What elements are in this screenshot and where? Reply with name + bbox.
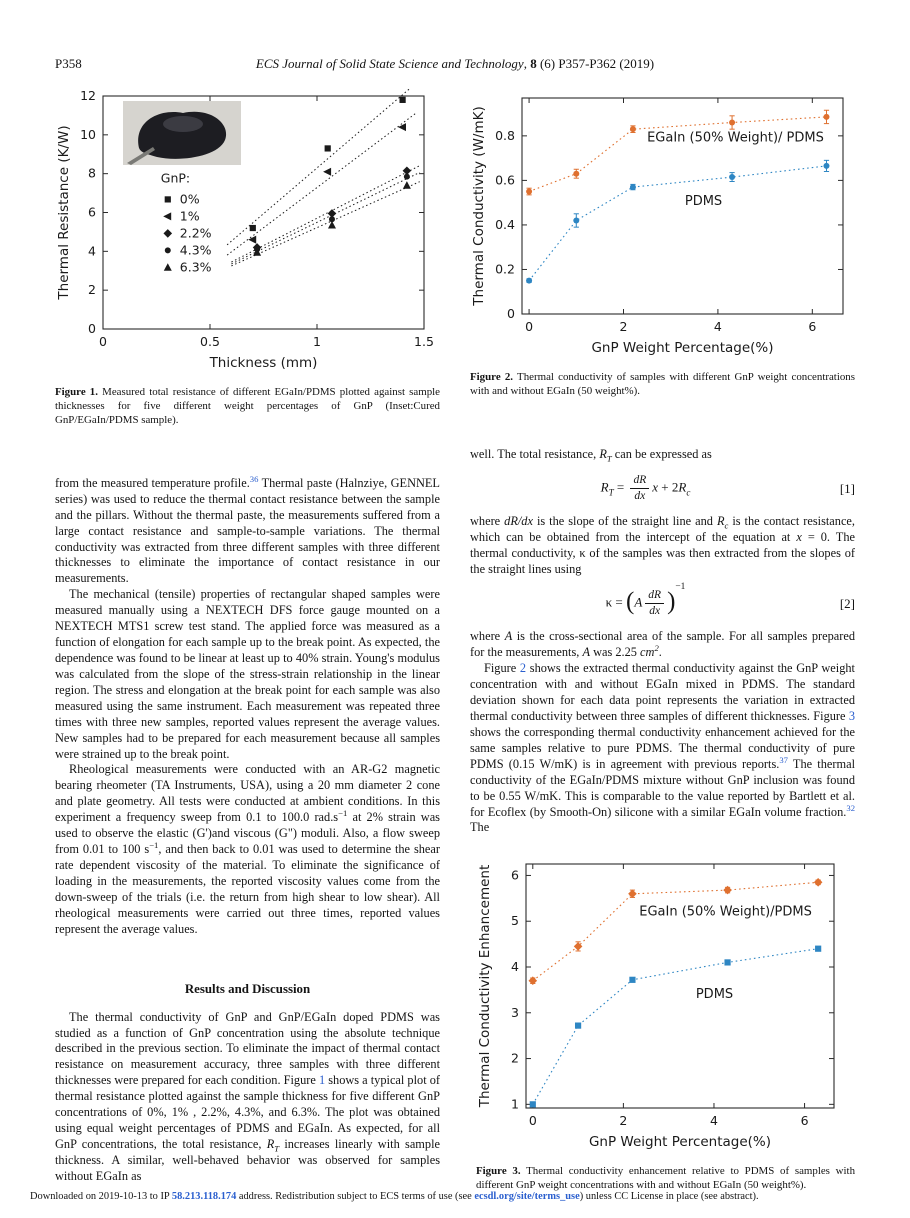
text-segment: Figure 1. (55, 386, 98, 398)
text-segment: shows a typical plot of thermal resistance plotted against the sample thickness for five different GnP concentrations of 0%, 1% , 2.2%, 4.3%, and 6.3%. The plot was obtained using equal weight percentages of PDMS and EGaIn. As expected, for all GnP concentrations, the total resistance, (55, 1073, 440, 1151)
svg-text:0.8: 0.8 (495, 127, 515, 143)
paragraph (55, 1010, 440, 1185)
two-column-body (55, 88, 855, 1218)
text-segment: 2 (654, 643, 659, 654)
svg-text:4: 4 (88, 243, 96, 259)
equation-1-body (470, 474, 821, 503)
figure1-inset-photo (123, 101, 241, 165)
figure2-caption (470, 371, 855, 399)
text-segment: address. Redistribution subject to ECS terms of use (see (236, 1191, 475, 1202)
eq2-fraction: $\frac{dR}{dx}$ (645, 589, 664, 618)
paragraph (470, 447, 855, 463)
text-segment: T (274, 1143, 280, 1154)
text-segment: , and then back to 0.01 was used to determine the shear rate dependent viscosity of the material. To eliminate the significance of loading in the measurements, the reported viscosity values come from the down-sweep of the trials (i.e. the return from high shear to low shear). All rheological measurements were carried out three times, reported values represent the average values. (55, 842, 440, 936)
text-segment: Thermal conductivity enhancement relative to PDMS of samples with different GnP weight concentrations with and without EGaIn (50 weight%). (476, 1165, 856, 1192)
text-segment: 8 (530, 56, 537, 71)
equation-1 (470, 474, 855, 503)
svg-text:2: 2 (619, 1113, 628, 1129)
text-segment: ) unless CC License in place (see abstract). (579, 1191, 759, 1202)
text-segment: shows the extracted thermal conductivity against the GnP weight concentration with and without EGaIn mixed in PDMS. The standard deviation shown for each data point represents the variation in extracted thermal conductivity between three samples of different thicknesses. Figure (470, 661, 855, 723)
reference-link[interactable]: 1 (318, 1073, 326, 1088)
svg-text:12: 12 (80, 88, 96, 103)
page-number: P358 (55, 56, 82, 71)
text-segment: can be expressed as (611, 446, 712, 461)
text-segment: Measured total resistance of different EGaIn/PDMS plotted against sample thicknesses for five different weight percentages of GnP (Inset:Cured GnP/EGaIn/PDMS sample). (55, 386, 441, 426)
svg-text:6: 6 (808, 319, 817, 334)
eq2-exponent: −1 (675, 581, 686, 592)
svg-text:10: 10 (80, 126, 96, 142)
text-segment: A (504, 629, 513, 644)
eq1-term: = (613, 479, 628, 495)
svg-text:PDMS: PDMS (684, 193, 723, 209)
text-segment: , (523, 56, 531, 71)
text-segment: Rheological measurements were conducted with an AR-G2 magnetic bearing rheometer (TA Instruments, USA), using a 20 mm diameter 2 cone and plate geometry. All tests were conducted at ambient conditions. In this experiment a frequency sweep from 0.1 to 100.0 rad.s (55, 762, 440, 825)
reference-link[interactable]: 58.213.118.174 (171, 1191, 237, 1202)
right-column (470, 88, 855, 1218)
svg-text:Thermal Resistance (K/W): Thermal Resistance (K/W) (56, 125, 72, 300)
text-segment: = 0. The thermal conductivity, κ of the samples was then extracted from the slopes of the straight lines using (470, 530, 855, 577)
text-segment: well. The total resistance, (470, 446, 600, 461)
text-segment: is the slope of the straight line and (532, 514, 717, 529)
svg-text:0.2: 0.2 (495, 261, 515, 277)
svg-text:2: 2 (88, 282, 96, 298)
figure1-chart (55, 88, 440, 375)
svg-text:Thickness (mm): Thickness (mm) (209, 355, 318, 371)
text-segment: Downloaded on 2019-10-13 to IP (30, 1191, 172, 1202)
eq1-term: + 2 (658, 479, 679, 495)
figure-1 (55, 88, 440, 428)
download-notice (30, 1191, 890, 1202)
equation-1-number: [1] (839, 480, 855, 496)
figure2-chart (470, 88, 855, 360)
text-segment: Thermal conductivity of samples with different GnP weight concentrations with and without EGaIn (50 weight%). (470, 371, 855, 397)
svg-text:EGaIn (50% Weight)/PDMS: EGaIn (50% Weight)/PDMS (639, 905, 812, 921)
svg-text:GnP Weight Percentage(%): GnP Weight Percentage(%) (588, 1134, 772, 1151)
svg-text:EGaIn (50% Weight)/ PDMS: EGaIn (50% Weight)/ PDMS (647, 130, 824, 146)
text-segment: R (716, 514, 725, 529)
reference-link[interactable]: 37 (779, 754, 788, 765)
equation-2 (470, 581, 855, 618)
paragraph (55, 473, 440, 587)
text-segment: The mechanical (tensile) properties of rectangular shaped samples were measured manually using a NEXTECH DFS force gauge mounted on a NEXTECH MTS1 screw test stand. The applied force was measured as a function of elongation for each sample up to the break point. As expected, the dependence was found to be linear at least up to 40% strain. Young's modulus was calculated from the slope of the stress-strain relationship in the linear region. The stress and elongation at the break point for each sample was also measured using the same instrument. Each measurement was repeated three times with three new samples, reported values represent the average values. New samples had to be prepared for each measurement because all samples were strained up to the break point. (55, 587, 440, 761)
text-segment: is the contact resistance, which can be obtained from the intercept of the equation at (470, 514, 856, 545)
svg-text:1: 1 (313, 334, 321, 349)
svg-text:PDMS: PDMS (695, 987, 734, 1003)
svg-text:6.3%: 6.3% (179, 259, 212, 275)
reference-link[interactable]: 36 (249, 473, 259, 484)
text-segment: increases linearly with sample thickness. A similar, well-behaved behavior was observed for samples without EGaIn as (55, 1136, 440, 1183)
text-segment: −1 (338, 808, 348, 819)
svg-text:GnP Weight Percentage(%): GnP Weight Percentage(%) (591, 340, 774, 356)
svg-text:4: 4 (709, 1113, 718, 1129)
reference-link[interactable]: ecsdl.org/site/terms_use (474, 1191, 580, 1202)
paragraph (470, 661, 855, 836)
text-segment: is the cross-sectional area of the sample. For all samples prepared for the measurements, (470, 629, 855, 660)
text-segment: where (470, 629, 505, 644)
paragraph (470, 514, 855, 578)
text-segment: . (658, 645, 662, 660)
text-segment: The (470, 820, 490, 835)
text-segment: ECS Journal of Solid State Science and Technology (255, 56, 524, 71)
figure1-caption (55, 386, 440, 428)
svg-text:4.3%: 4.3% (179, 242, 212, 258)
eq1-term: R (600, 479, 609, 495)
reference-link[interactable]: 3 (848, 709, 855, 723)
eq2-paren-right: ) (667, 587, 676, 615)
text-segment: The thermal conductivity of the EGaIn/PDMS mixture without GnP inclusion was found to be 0.55 W/mK. This is comparable to the value reported by Bartlett et al. for Ecoflex (by Smooth-On) silicone with a similar EGaIn volume fraction. (470, 756, 856, 819)
figure-3 (476, 854, 855, 1193)
text-segment: c (724, 520, 729, 531)
svg-text:0.5: 0.5 (200, 334, 220, 349)
svg-text:4: 4 (511, 959, 519, 975)
text-segment: R (266, 1136, 275, 1151)
text-segment: Figure 3. (476, 1165, 521, 1178)
svg-text:0: 0 (88, 321, 96, 336)
eq1-fraction: $\frac{dR}{dx}$ (630, 474, 649, 503)
text-segment: Figure 2. (470, 371, 514, 383)
paragraph (470, 629, 855, 661)
paragraph (55, 762, 440, 937)
text-segment: dR/dx (504, 514, 533, 529)
svg-text:0.6: 0.6 (495, 172, 515, 188)
svg-text:1.5: 1.5 (414, 334, 434, 349)
svg-text:8: 8 (88, 165, 96, 181)
svg-text:0%: 0% (179, 191, 200, 207)
text-segment: T (606, 453, 612, 464)
text-segment: The thermal conductivity of GnP and GnP/EGaIn doped PDMS was studied as a function of GnP concentration using the absolute technique described in the previous section. To eliminate the impact of thermal contact resistance on measurement accuracy, three samples with three different thicknesses were prepared for each condition. Figure (55, 1009, 440, 1088)
eq1-term: c (686, 487, 691, 498)
svg-text:Thermal Conductivity Enhanceme: Thermal Conductivity Enhancement (477, 865, 493, 1108)
page-header (0, 56, 910, 74)
figure3-chart (476, 854, 848, 1154)
text-segment: Figure (484, 661, 520, 676)
svg-text:4: 4 (713, 319, 722, 334)
section-heading: Results and Discussion (184, 981, 311, 996)
text-segment: was 2.25 (589, 645, 641, 660)
svg-text:6: 6 (511, 867, 519, 883)
eq1-term: T (608, 487, 614, 498)
svg-text:Thermal Conductivity (W/mK): Thermal Conductivity (W/mK) (471, 106, 487, 306)
svg-text:6: 6 (800, 1113, 809, 1129)
text-segment: shows the corresponding thermal conductivity enhancement achieved for the same samples relative to pure PDMS. The thermal conductivity of pure PDMS (0.15 W/mK) is in agreement with previous reports. (470, 724, 855, 771)
svg-text:3: 3 (511, 1005, 519, 1021)
paragraph (55, 587, 440, 762)
svg-text:1: 1 (511, 1096, 519, 1112)
journal-citation (0, 56, 910, 72)
eq1-term: x (652, 479, 659, 495)
reference-link[interactable]: 32 (846, 802, 855, 813)
figure-2 (470, 88, 855, 399)
svg-text:1%: 1% (179, 208, 200, 224)
text-segment: cm (640, 645, 655, 660)
text-segment: Thermal paste (Halnziye, GENNEL series) was used to reduce the thermal contact resistance between the sample and the pillars. Without the thermal paste, the measurements suffered from a large contact resistance and sample-to-sample variations. The thermal conductivity was extracted from three different samples with three different thicknesses to eliminate the importance of contact resistance in our measurements. (55, 475, 440, 586)
equation-2-number: [2] (839, 595, 855, 611)
svg-text:0: 0 (99, 334, 107, 349)
eq2-term: κ = (605, 594, 627, 610)
eq2-term: A (634, 594, 643, 610)
svg-text:0: 0 (528, 1113, 537, 1129)
svg-text:2.2%: 2.2% (179, 225, 212, 241)
text-segment: (6) P357-P362 (2019) (536, 56, 655, 71)
text-segment: where (470, 514, 505, 529)
svg-text:GnP:: GnP: (160, 170, 191, 186)
svg-text:2: 2 (619, 319, 628, 334)
eq2-paren-left: ( (626, 587, 635, 615)
svg-text:5: 5 (511, 913, 519, 929)
svg-text:2: 2 (511, 1050, 519, 1066)
text-segment: at 2% strain was used to observe the elastic (G')and viscous (G") moduli. Also, a flow sweep from 0.01 to 100 s (55, 810, 440, 857)
svg-text:0: 0 (507, 306, 515, 321)
eq1-term: R (678, 479, 687, 495)
svg-text:0.4: 0.4 (495, 216, 515, 232)
text-segment: x (796, 530, 802, 545)
equation-2-body (470, 581, 821, 618)
left-column (55, 88, 440, 1218)
text-segment: −1 (149, 839, 159, 850)
svg-text:0: 0 (525, 319, 534, 334)
text-segment: A (582, 645, 590, 660)
text-segment: R (599, 446, 607, 461)
reference-link[interactable]: 2 (519, 661, 527, 676)
figure3-caption (476, 1165, 855, 1193)
svg-text:6: 6 (88, 204, 96, 220)
text-segment: from the measured temperature profile. (55, 475, 250, 490)
